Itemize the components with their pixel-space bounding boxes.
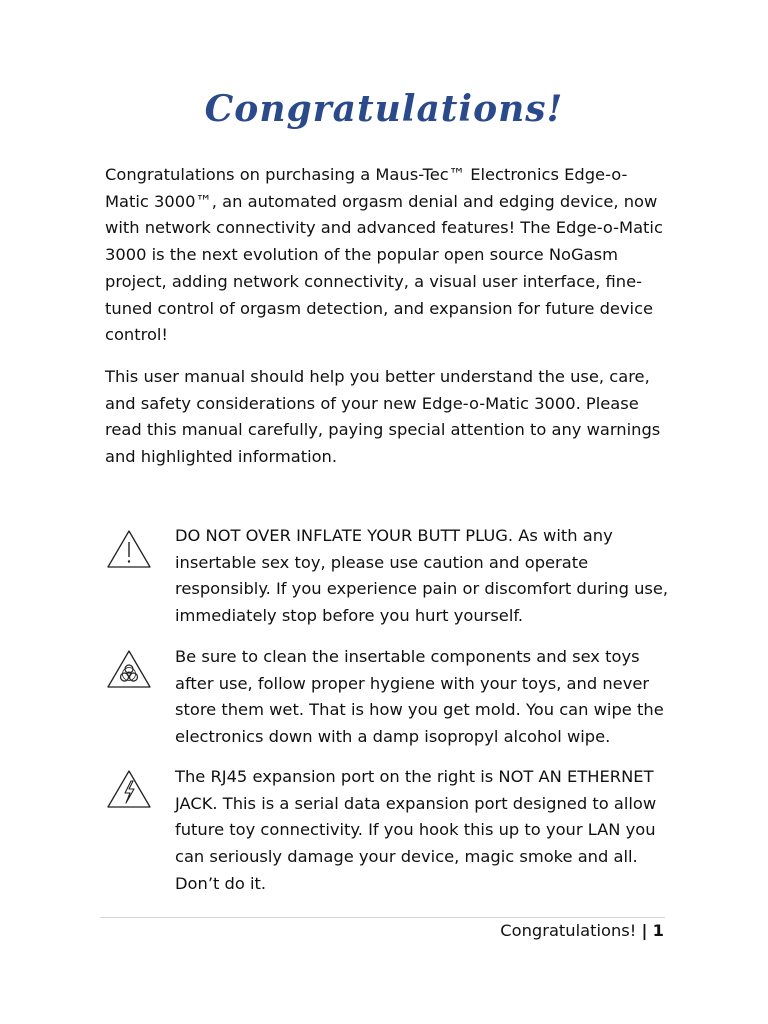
electrical-hazard-triangle-icon [106, 768, 152, 810]
biohazard-triangle-icon [106, 648, 152, 690]
manual-paragraph: This user manual should help you better understand the use, care, and safety considerations of your new Edge-o-Matic 3000. Please read this manual carefully, paying special attention to any warnings and highlighted information. [105, 367, 661, 467]
page-title: Congratulations! [204, 88, 564, 130]
footer-section-title: Congratulations! [500, 921, 637, 940]
intro-paragraph: Congratulations on purchasing a Maus-Tec™ Electronics Edge-o-Matic 3000™, an automated orgasm denial and edging device, now with network connectivity and advanced features! The Edge-o-Matic 3000 is the next evolution of the popular open source NoGasm project, adding network connectivity, a visual user interface, fine-tuned control of orgasm detection, and expansion for future device control! [105, 165, 663, 345]
page-number: 1 [652, 921, 664, 940]
warning-text-hygiene: Be sure to clean the insertable components and sex toys after use, follow proper hygiene with your toys, and never store them wet. That is how you get mold. You can wipe the electronics down with a damp isopropyl alcohol wipe. [175, 647, 664, 747]
warning-text-inflate: DO NOT OVER INFLATE YOUR BUTT PLUG. As with any insertable sex toy, please use caution and operate responsibly. If you experience pain or discomfort during use, immediately stop before you hurt yourself. [175, 526, 669, 626]
warning-text-rj45: The RJ45 expansion port on the right is NOT AN ETHERNET JACK. This is a serial data expansion port designed to allow future toy connectivity. If you hook this up to your LAN you can seriously damage your device, magic smoke and all. Don’t do it. [175, 767, 657, 893]
footer-separator: | [641, 921, 648, 940]
page-footer [500, 919, 664, 943]
caution-triangle-icon [106, 528, 152, 570]
footer-divider [100, 917, 665, 918]
